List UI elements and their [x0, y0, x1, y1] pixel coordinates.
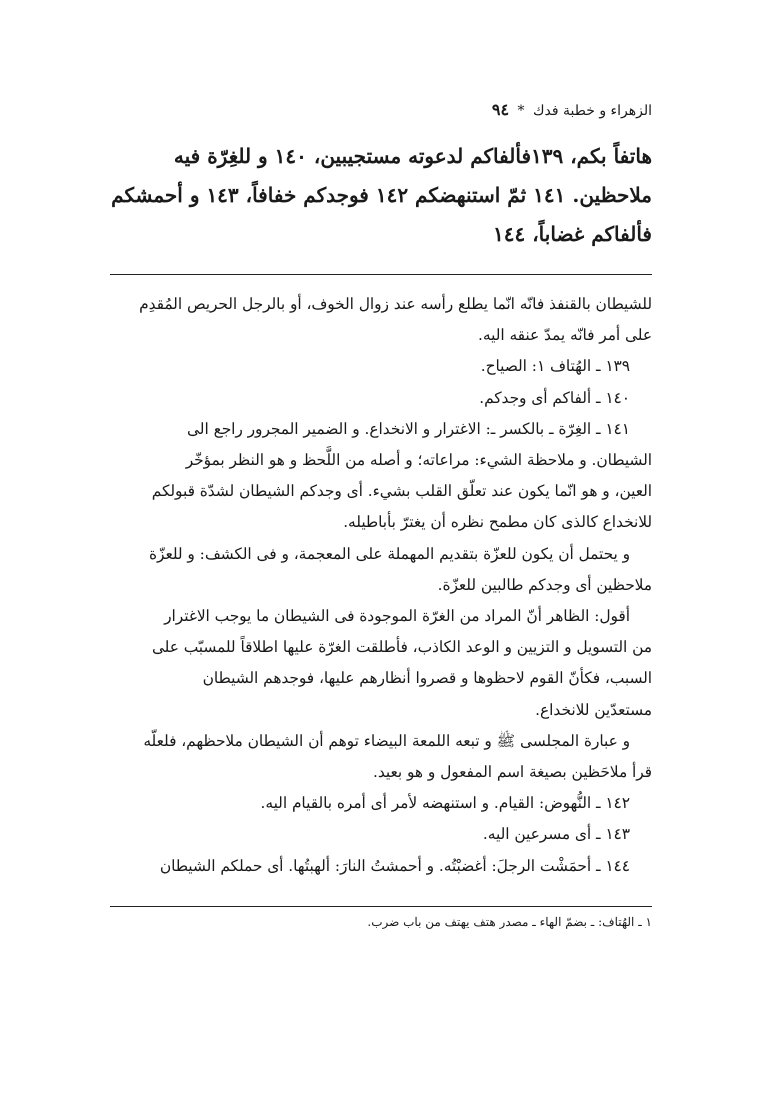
note-line: على أمر فانّه يمدّ عنقه اليه.: [478, 326, 652, 345]
star-separator: *: [517, 103, 525, 119]
note-line: ملاحظين أى وجدكم طالبين للعزّة.: [437, 575, 652, 594]
note-line: الشيطان. و ملاحظة الشيء: مراعاته؛ و أصله من اللَّحظ و هو النظر بمؤخّر: [185, 451, 652, 470]
header-title: الزهراء و خطبة فدك: [532, 103, 652, 119]
note-line: مستعدّين للانخداع.: [535, 700, 652, 719]
footnote: ١ ـ الهُتاف: ـ بضمّ الهاء ـ مصدر هتف يهتف من باب ضرب.: [367, 914, 652, 929]
main-text-line: فألفاكم غضاباً، ١٤٤: [493, 222, 652, 246]
note-139: ١٣٩ ـ الهُتاف ١: الصياح.: [480, 357, 630, 376]
note-paragraph: و يحتمل أن يكون للعزّة بتقديم المهملة على المعجمة، و فى الكشف: و للعزّة: [149, 544, 630, 563]
note-142: ١٤٢ ـ النُّهوض: القيام. و استنهضه لأمر أى أمره بالقيام اليه.: [260, 794, 630, 813]
note-144: ١٤٤ ـ أحمَشْت الرجلَ: أغضبْتُه. و أحمشتُ النارَ: ألهبتُها. أى حملكم الشيطان: [159, 856, 630, 875]
note-line: قرأ ملاحَظين بصيغة اسم المفعول و هو بعيد.: [373, 763, 652, 782]
commentary-notes: [110, 289, 652, 882]
running-header: [110, 100, 652, 121]
note-line: من التسويل و التزيين و الوعد الكاذب، فأطلقت الغرّة عليها اطلاقاً للمسبّب على: [151, 638, 652, 657]
footnote-divider: [110, 906, 652, 907]
main-text: [110, 137, 652, 254]
page-number: ٩٤: [491, 100, 510, 119]
note-line: العين، و هو انّما يكون عند تعلّق القلب بشيء. أى وجدكم الشيطان لشدّة قبولكم: [151, 482, 652, 501]
document-page: [110, 100, 652, 931]
section-divider: [110, 274, 652, 275]
note-141: ١٤١ ـ الغِرّة ـ بالكسر ـ: الاغترار و الانخداع. و الضمير المجرور راجع الى: [187, 419, 630, 438]
note-143: ١٤٣ ـ أى مسرعين اليه.: [482, 825, 630, 844]
main-text-line: هاتفاً بكم، ١٣٩فألفاكم لدعوته مستجيبين، ١٤٠ و للغِرّة فيه: [173, 144, 652, 168]
note-line: للانخداع كالذى كان مطمح نظره أن يغترّ بأباطيله.: [343, 513, 652, 532]
note-140: ١٤٠ ـ ألفاكم أى وجدكم.: [479, 388, 630, 407]
main-text-line: ملاحظين. ١٤١ ثمّ استنهضكم ١٤٢ فوجدكم خفافاً، ١٤٣ و أحمشكم: [111, 183, 652, 207]
note-line: للشيطان بالقنفذ فانّه انّما يطلع رأسه عند زوال الخوف، أو بالرجل الحريص المُقدِم: [139, 295, 652, 313]
note-paragraph: أقول: الظاهر أنّ المراد من الغرّة الموجودة فى الشيطان ما يوجب الاغترار: [164, 607, 630, 626]
note-line: السبب، فكأنّ القوم لاحظوها و قصروا أنظارهم عليها، فوجدهم الشيطان: [202, 669, 652, 688]
note-paragraph: و عبارة المجلسى ﷺ و تبعه اللمعة البيضاء توهم أن الشيطان ملاحظهم، فلعلّه: [143, 731, 630, 750]
